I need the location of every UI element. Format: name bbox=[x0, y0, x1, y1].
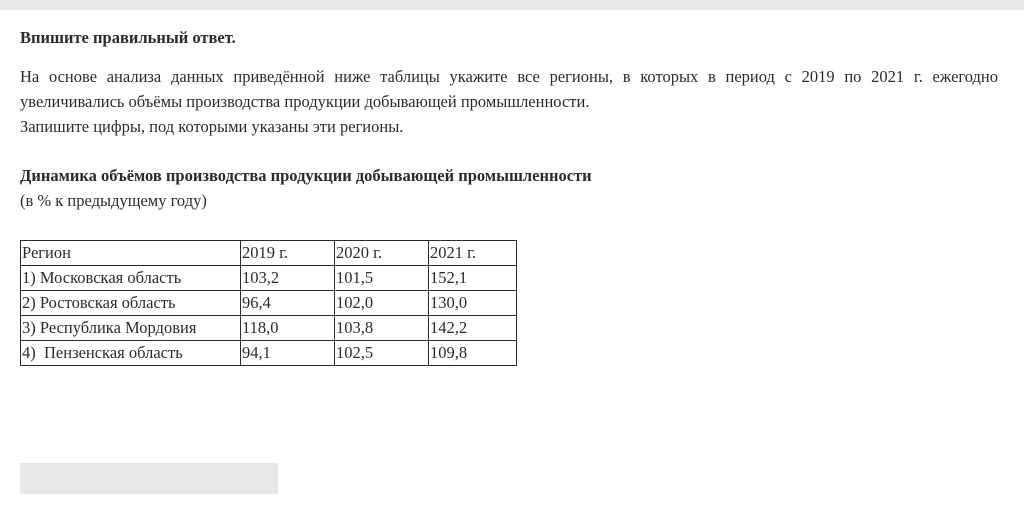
answer-input[interactable] bbox=[20, 463, 278, 494]
table-row bbox=[21, 316, 517, 341]
header-cell-2020: 2020 г. bbox=[335, 241, 429, 266]
table-cell-region: 4) Пензенская область bbox=[21, 341, 241, 366]
table-cell-value: 118,0 bbox=[241, 316, 335, 341]
data-table bbox=[20, 240, 517, 366]
question-line-2: Запишите цифры, под которыми указаны эти регионы. bbox=[20, 117, 404, 136]
table-cell-value: 130,0 bbox=[429, 291, 517, 316]
table-cell-value: 96,4 bbox=[241, 291, 335, 316]
table-header-row bbox=[21, 241, 517, 266]
table-row bbox=[21, 291, 517, 316]
table-cell-value: 101,5 bbox=[335, 266, 429, 291]
table-cell-value: 103,8 bbox=[335, 316, 429, 341]
table-cell-value: 142,2 bbox=[429, 316, 517, 341]
table-cell-region: 2) Ростовская область bbox=[21, 291, 241, 316]
table-cell-region: 1) Московская область bbox=[21, 266, 241, 291]
question-line-1: На основе анализа данных приведённой ниже таблицы укажите все регионы, в которых в период с 2019 по 2021 г. ежегодно увеличивались объёмы производства продукции добывающей промышленности. bbox=[20, 67, 998, 111]
table-title: Динамика объёмов производства продукции добывающей промышленности bbox=[20, 166, 592, 185]
table-row bbox=[21, 266, 517, 291]
table-cell-value: 152,1 bbox=[429, 266, 517, 291]
table-cell-value: 109,8 bbox=[429, 341, 517, 366]
table-cell-value: 94,1 bbox=[241, 341, 335, 366]
table-cell-value: 103,2 bbox=[241, 266, 335, 291]
table-cell-value: 102,0 bbox=[335, 291, 429, 316]
header-cell-region: Регион bbox=[21, 241, 241, 266]
table-cell-value: 102,5 bbox=[335, 341, 429, 366]
table-row bbox=[21, 341, 517, 366]
task-container bbox=[20, 26, 998, 213]
top-bar bbox=[0, 0, 1024, 10]
question-text bbox=[20, 64, 998, 139]
table-cell-region: 3) Республика Мордовия bbox=[21, 316, 241, 341]
table-subtitle: (в % к предыдущему году) bbox=[20, 191, 207, 210]
task-instruction: Впишите правильный ответ. bbox=[20, 28, 236, 47]
header-cell-2019: 2019 г. bbox=[241, 241, 335, 266]
header-cell-2021: 2021 г. bbox=[429, 241, 517, 266]
